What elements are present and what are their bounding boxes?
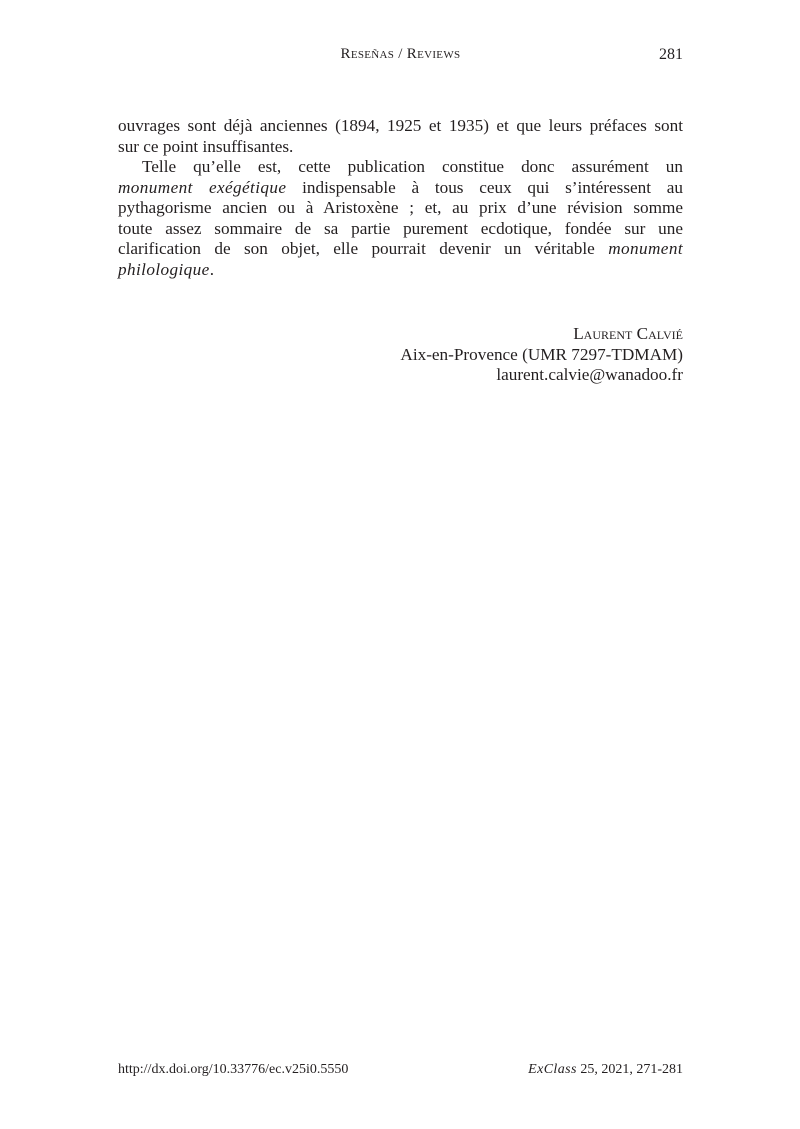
text: clarification de son objet, elle pourrait devenir un véritable [118,239,609,258]
italic-term: monument exégétique [118,177,287,197]
doi-link[interactable]: http://dx.doi.org/10.33776/ec.v25i0.5550 [118,1062,349,1077]
text-line [118,157,683,178]
text-line [118,260,683,281]
italic-term: monument [608,239,683,258]
text: . [209,259,214,279]
italic-term: philologique [118,259,210,279]
text-line [118,116,683,137]
page-number: 281 [659,46,683,63]
journal-name: ExClass [528,1062,577,1077]
text-line [118,178,683,199]
text: toute assez sommaire de sa partie purement ecdotique, fondée sur une [118,218,683,238]
text-line [118,219,683,240]
citation [528,1062,683,1078]
author-affiliation: Aix-en-Provence (UMR 7297-TDMAM) [400,344,683,364]
author-name: Laurent Calvié [573,324,683,343]
text: sur ce point insuffisantes. [118,136,294,156]
author-email[interactable]: laurent.calvie@wanadoo.fr [496,365,683,384]
text: pythagorisme ancien ou à Aristoxène ; et, au prix d’une révision somme [118,198,683,217]
signature-block [118,324,683,386]
text: Telle qu’elle est, cette publication constitue donc assurément un [142,157,683,176]
text-line [118,137,683,158]
citation-details: 25, 2021, 271-281 [576,1062,683,1077]
text-line [118,239,683,260]
section-title: Reseñas / Reviews [340,46,461,62]
text: ouvrages sont déjà anciennes (1894, 1925 et 1935) et que leurs préfaces sont [118,116,683,135]
body-text [118,116,683,280]
text: indispensable à tous ceux qui s’intéressent au [286,177,683,197]
running-header [118,46,683,68]
text-line [118,198,683,219]
